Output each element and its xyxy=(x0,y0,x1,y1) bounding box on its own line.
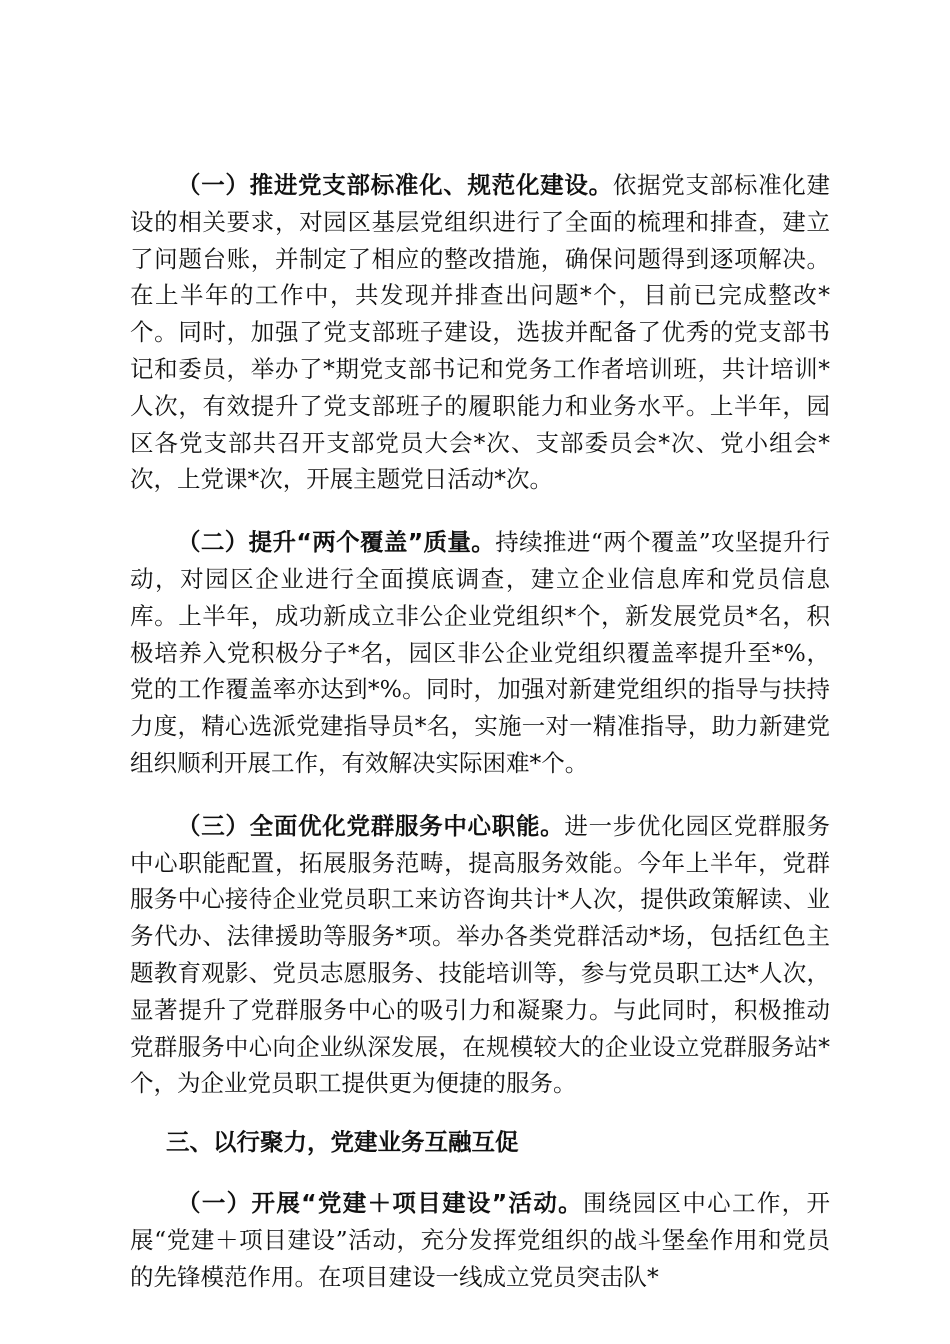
paragraph-service-center-optimization xyxy=(130,808,830,1102)
paragraph-lead-heading: （三）全面优化党群服务中心职能。 xyxy=(177,811,565,840)
paragraph-body-text: 依据党支部标准化建设的相关要求，对园区基层党组织进行了全面的梳理和排查，建立了问题台账，并制定了相应的整改措施，确保问题得到逐项解决。在上半年的工作中，共发现并排查出问题*个，目前已完成整改*个。同时，加强了党支部班子建设，选拔并配备了优秀的党支部书记和委员，举办了*期党支部书记和党务工作者培训班，共计培训*人次，有效提升了党支部班子的履职能力和业务水平。上半年，园区各党支部共召开支部党员大会*次、支部委员会*次、党小组会*次，上党课*次，开展主题党日活动*次。 xyxy=(130,171,831,494)
section-heading: 三、以行聚力，党建业务互融互促 xyxy=(166,1128,519,1157)
paragraph-lead-heading: （一）推进党支部标准化、规范化建设。 xyxy=(177,171,613,199)
paragraph-lead-heading: （一）开展“党建＋项目建设”活动。 xyxy=(177,1188,584,1217)
paragraph-party-branch-standardization xyxy=(130,167,830,498)
paragraph-lead-heading: （二）提升“两个覆盖”质量。 xyxy=(177,528,496,557)
paragraph-two-coverage-quality xyxy=(130,524,830,782)
paragraph-body-text: 持续推进“两个覆盖”攻坚提升行动，对园区企业进行全面摸底调查，建立企业信息库和党员信息库。上半年，成功新成立非公企业党组织*个，新发展党员*名，积极培养入党积极分子*名，园区非公企业党组织覆盖率提升至*%，党的工作覆盖率亦达到*%。同时，加强对新建党组织的指导与扶持力度，精心选派党建指导员*名，实施一对一精准指导，助力新建党组织顺利开展工作，有效解决实际困难*个。 xyxy=(130,528,831,777)
paragraph-party-project-activity xyxy=(130,1185,830,1295)
paragraph-body-text: 围绕园区中心工作，开展“党建＋项目建设”活动，充分发挥党组织的战斗堡垒作用和党员的先锋模范作用。在项目建设一线成立党员突击队* xyxy=(130,1188,831,1291)
paragraph-body-text: 进一步优化园区党群服务中心职能配置，拓展服务范畴，提高服务效能。今年上半年，党群服务中心接待企业党员职工来访咨询共计*人次，提供政策解读、业务代办、法律援助等服务*项。举办各类党群活动*场，包括红色主题教育观影、党员志愿服务、技能培训等，参与党员职工达*人次，显著提升了党群服务中心的吸引力和凝聚力。与此同时，积极推动党群服务中心向企业纵深发展，在规模较大的企业设立党群服务站*个，为企业党员职工提供更为便捷的服务。 xyxy=(130,811,831,1098)
document-body xyxy=(130,167,830,1321)
